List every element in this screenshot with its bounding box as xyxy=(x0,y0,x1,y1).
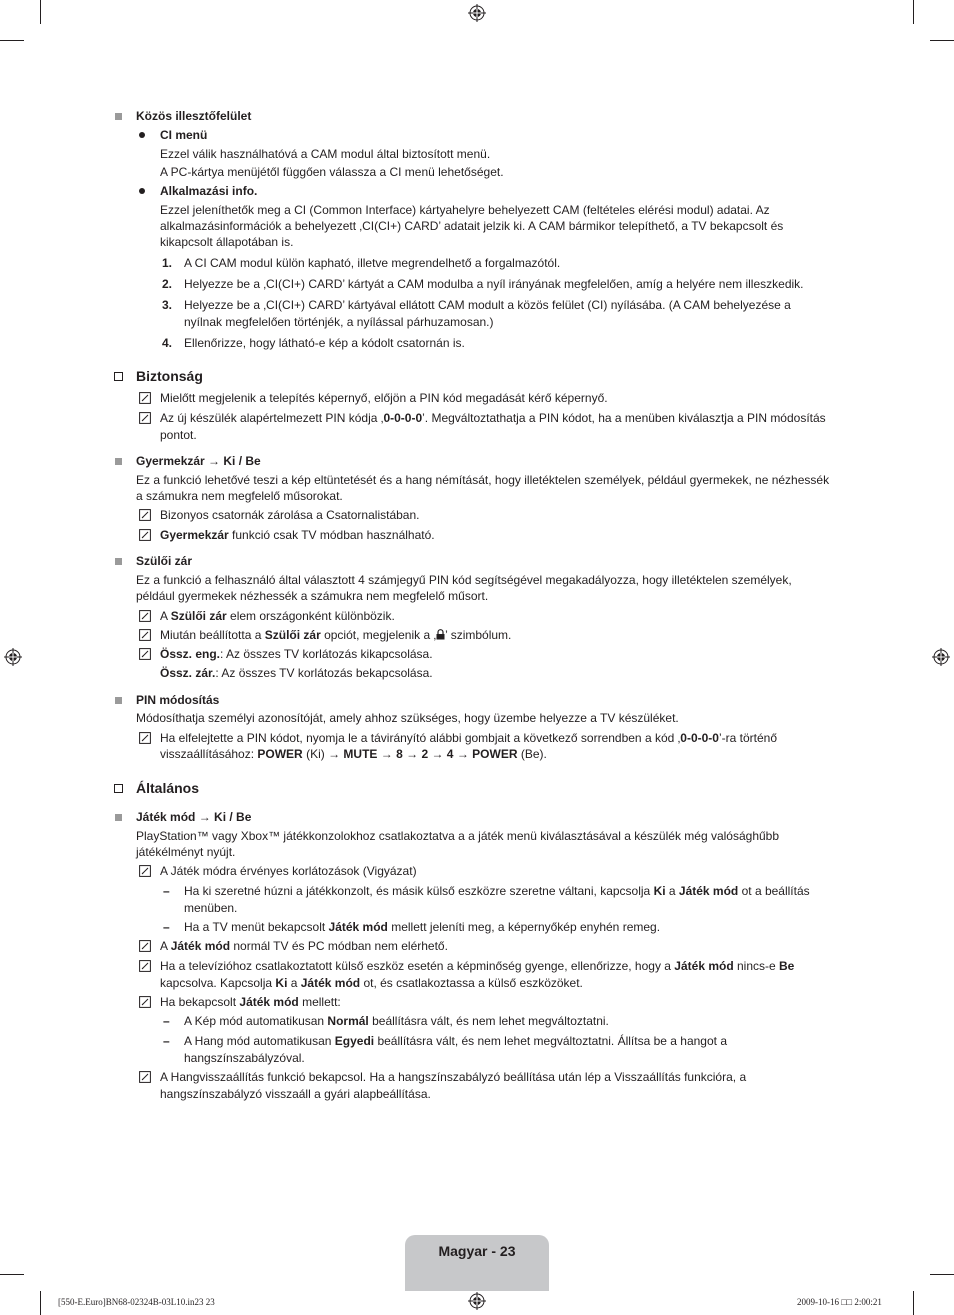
note-icon xyxy=(139,1071,151,1083)
ci-menu-title: CI menü xyxy=(160,128,208,142)
game-mode-title: Játék mód → Ki / Be xyxy=(136,810,252,824)
game-mode-desc: játékélményt nyújt. xyxy=(136,845,236,859)
ci-menu-text: A PC-kártya menüjétől függően válassza a CI menü lehetőséget. xyxy=(160,165,504,179)
note-text: visszaállításához: POWER (Ki) → MUTE → 8 → 2 → 4 → POWER (Be). xyxy=(160,747,547,761)
dash-bullet: – xyxy=(163,1014,170,1028)
step-number: 4. xyxy=(162,336,173,350)
print-footer-right: 2009-10-16 □□ 2:00:21 xyxy=(797,1297,882,1307)
note-text: hangszínszabályzó visszaáll a gyári alapbeállítása. xyxy=(160,1087,431,1101)
step-text: Helyezze be a ‚CI(CI+) CARD’ kártyával ellátott CAM modult a közös felület (CI) nyílásába. (A CAM behelyezése a xyxy=(184,298,791,312)
note-text: A Játék módra érvényes korlátozások (Vigyázat) xyxy=(160,864,417,878)
note-text: Az új készülék alapértelmezett PIN kódja ‚0-0-0-0’. Megváltoztathatja a PIN kódot, ha a menüben kiválasztja a PIN módosítás xyxy=(160,411,826,425)
pin-desc: Módosíthatja személyi azonosítóját, amely ahhoz szükséges, hogy üzembe helyezze a TV készüléket. xyxy=(136,711,679,725)
note-icon xyxy=(139,940,151,952)
note-text: Össz. eng.: Az összes TV korlátozás kikapcsolása. xyxy=(160,647,433,661)
step-number: 2. xyxy=(162,277,173,291)
security-heading: Biztonság xyxy=(136,368,203,384)
crop-mark xyxy=(40,1291,41,1315)
child-lock-desc: a számukra nem megfelelő műsorokat. xyxy=(136,489,343,503)
note-text: Gyermekzár funkció csak TV módban használható. xyxy=(160,528,435,542)
step-text: A CI CAM modul külön kapható, illetve megrendelhető a forgalmazótól. xyxy=(184,256,561,270)
registration-mark-icon xyxy=(4,648,22,666)
note-text: Ha elfelejtette a PIN kódot, nyomja le a távirányító alábbi gombjait a következő sorrendben a kód ‚0-0-0-0’-ra történő xyxy=(160,731,778,745)
lock-icon xyxy=(436,629,445,640)
dash-bullet: – xyxy=(163,920,170,934)
print-footer-left: [550-E.Euro]BN68-02324B-03L10.in23 23 xyxy=(58,1297,215,1307)
registration-mark-icon xyxy=(468,1292,486,1310)
app-info-text: Ezzel jeleníthetők meg a CI (Common Interface) kártyahelyre behelyezett CAM (feltételes elérési modul) adatai. Az xyxy=(160,203,770,217)
parental-desc: például gyermekek nézhessék a számukra nem megfelelő műsort. xyxy=(136,589,489,603)
crop-mark xyxy=(930,1274,954,1275)
checkbox-heading-icon xyxy=(114,372,123,381)
registration-mark-icon xyxy=(468,4,486,22)
dash-text: Ha ki szeretné húzni a játékkonzolt, és másik külső eszközre szeretne váltani, kapcsolja Ki a Játék mód ot a beállítás xyxy=(184,884,810,898)
general-heading: Általános xyxy=(136,780,200,796)
app-info-text: kikapcsolt állapotában is. xyxy=(160,235,294,249)
app-info-text: alkalmazásinformációk a behelyezett ‚CI(CI+) CARD’ adatait jelzik ki. A CAM bármikor telepíthető, a TV bekapcsolt és xyxy=(160,219,784,233)
parental-title: Szülői zár xyxy=(136,554,193,568)
square-bullet-icon xyxy=(115,458,122,465)
step-text: nyílnak megfelelően történjék, a nyílással párhuzamosan.) xyxy=(184,315,494,329)
dash-text: Ha a TV menüt bekapcsolt Játék mód mellett jeleníti meg, a képernyőkép enyhén remeg. xyxy=(184,920,661,934)
crop-mark xyxy=(0,40,24,41)
dash-bullet: – xyxy=(163,884,170,898)
step-text: Ellenőrizze, hogy látható-e kép a kódolt csatornán is. xyxy=(184,336,465,350)
pin-title: PIN módosítás xyxy=(136,693,220,707)
step-number: 1. xyxy=(162,256,173,270)
note-text: Össz. zár.: Az összes TV korlátozás bekapcsolása. xyxy=(160,666,433,680)
checkbox-heading-icon xyxy=(114,784,123,793)
game-mode-desc: PlayStation™ vagy Xbox™ játékkonzolokhoz csatlakoztatva a a játék menü kiválasztásával a készülék még valósághűbb xyxy=(136,829,780,843)
ci-menu-text: Ezzel válik használhatóvá a CAM modul által biztosított menü. xyxy=(160,147,491,161)
dash-text: menüben. xyxy=(184,901,238,915)
dash-text: hangszínszabályzóval. xyxy=(184,1051,305,1065)
note-icon xyxy=(139,412,151,424)
square-bullet-icon xyxy=(115,697,122,704)
child-lock-desc: Ez a funkció lehetővé teszi a kép eltüntetését és a hang némítását, hogy illetéktelen személyek, például gyermekek, ne nézhessék xyxy=(136,473,830,487)
note-text: Miután beállította a Szülői zár opciót, megjelenik a ‚ ’ szimbólum. xyxy=(160,628,512,642)
square-bullet-icon xyxy=(115,558,122,565)
note-text: Bizonyos csatornák zárolása a Csatornalistában. xyxy=(160,508,420,522)
square-bullet-icon xyxy=(115,113,122,120)
round-bullet-icon xyxy=(139,132,145,138)
registration-mark-icon xyxy=(932,648,950,666)
note-text: A Hangvisszaállítás funkció bekapcsol. Ha a hangszínszabályzó beállítása után lép a Visszaállítás funkcióra, a xyxy=(160,1070,747,1084)
note-text: Ha bekapcsolt Játék mód mellett: xyxy=(160,995,341,1009)
note-icon xyxy=(139,996,151,1008)
note-text: Mielőtt megjelenik a telepítés képernyő, előjön a PIN kód megadását kérő képernyő. xyxy=(160,391,608,405)
crop-mark xyxy=(913,1291,914,1315)
interface-title: Közös illesztőfelület xyxy=(136,109,252,123)
dash-bullet: – xyxy=(163,1034,170,1048)
note-text: pontot. xyxy=(160,428,197,442)
dash-text: A Kép mód automatikusan Normál beállításra vált, és nem lehet megváltoztatni. xyxy=(184,1014,609,1028)
child-lock-title: Gyermekzár → Ki / Be xyxy=(136,454,261,468)
step-text: Helyezze be a ‚CI(CI+) CARD’ kártyát a CAM modulba a nyíl irányának megfelelően, amíg a helyére nem illeszkedik. xyxy=(184,277,804,291)
note-icon xyxy=(139,392,151,404)
crop-mark xyxy=(913,0,914,24)
note-icon xyxy=(139,509,151,521)
note-text: kapcsolva. Kapcsolja Ki a Játék mód ot, és csatlakoztassa a külső eszközöket. xyxy=(160,976,583,990)
note-icon xyxy=(139,629,151,641)
note-text: A Szülői zár elem országonként különbözik. xyxy=(160,609,395,623)
crop-mark xyxy=(930,40,954,41)
note-icon xyxy=(139,960,151,972)
note-text: Ha a televízióhoz csatlakoztatott külső eszköz esetén a képminőség gyenge, ellenőrizze, hogy a Játék mód nincs-e Be xyxy=(160,959,795,973)
note-icon xyxy=(139,732,151,744)
crop-mark xyxy=(0,1274,24,1275)
parental-desc: Ez a funkció a felhasználó által választott 4 számjegyű PIN kód segítségével megakadályozza, hogy illetéktelen személyek, xyxy=(136,573,792,587)
square-bullet-icon xyxy=(115,814,122,821)
page-number: Magyar - 23 xyxy=(438,1243,516,1259)
note-icon xyxy=(139,610,151,622)
round-bullet-icon xyxy=(139,188,145,194)
note-text: A Játék mód normál TV és PC módban nem elérhető. xyxy=(160,939,448,953)
step-number: 3. xyxy=(162,298,173,312)
note-icon xyxy=(139,865,151,877)
note-icon xyxy=(139,648,151,660)
app-info-title: Alkalmazási info. xyxy=(160,184,258,198)
crop-mark xyxy=(40,0,41,24)
dash-text: A Hang mód automatikusan Egyedi beállításra vált, és nem lehet megváltoztatni. Állítsa be a hangot a xyxy=(184,1034,727,1048)
note-icon xyxy=(139,529,151,541)
